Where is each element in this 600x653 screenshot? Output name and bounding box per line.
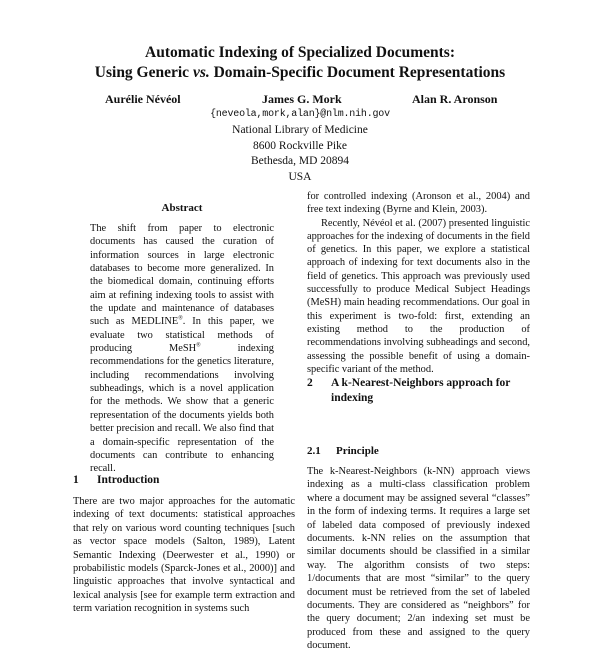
abstract-heading: Abstract bbox=[161, 202, 203, 214]
introduction-text: There are two major approaches for the automatic indexing of text documents: statistical approaches that rely on various word counting techniques [such as vector space models (Salton, 1989), Latent Semantic Indexing (Deerwester et al., 1990) or probabilistic models (Sparck-Jones et al., 2000)] and linguistic approaches that involve syntactical and lexical analysis [see for example term extraction and term variation recognition in systems such bbox=[73, 496, 295, 615]
abstract-text bbox=[90, 222, 274, 476]
paragraph: Recently, Névéol et al. (2007) presented linguistic approaches for the indexing of documents in the field of genetics. In this paper, we explore a statistical approach of indexing for text documents also in the field of genetics. This approach was previously used successfully to produce Medical Subject Headings (MeSH) main heading recommendations. Our goal in this experiment is two-fold: first, extending an existing method to the production of recommendations involving subheadings and second, assessing the possible benefit of using a domain-specific variant of the method. bbox=[307, 217, 530, 375]
author-2: James G. Mork bbox=[262, 92, 342, 106]
author-1: Aurélie Névéol bbox=[105, 92, 181, 106]
affiliation-line: National Library of Medicine bbox=[232, 124, 368, 136]
section-title-line-1: A k-Nearest-Neighbors approach for bbox=[331, 377, 511, 389]
section-heading-introduction bbox=[73, 473, 159, 488]
right-column-text bbox=[307, 190, 530, 376]
subsection-number: 2.1 bbox=[307, 445, 321, 457]
affiliation-line: USA bbox=[288, 170, 312, 183]
section-heading-knn bbox=[307, 376, 510, 406]
registered-mark: ® bbox=[178, 315, 183, 322]
affiliation bbox=[0, 123, 600, 185]
section-number: 2 bbox=[307, 377, 313, 389]
affiliation-line: 8600 Rockville Pike bbox=[253, 139, 347, 152]
title-line-2-part-b: Domain-Specific Document Representations bbox=[209, 64, 506, 81]
abstract-part-c: indexing recommendations for the genetics literature, including recommendations involving subheadings, which is a novel application for the methods. We show that a generic representation of the documents yields both better precision and recall. We also find that a domain-specific representation of the documents can contribute to enhancing recall. bbox=[90, 343, 274, 475]
abstract-part-b: . In this paper, we evaluate two statistical methods of producing MeSH bbox=[90, 316, 274, 355]
paper-title bbox=[0, 43, 600, 83]
section-number: 1 bbox=[73, 474, 79, 486]
title-line-2-part-a: Using Generic bbox=[94, 64, 193, 81]
section-title: Introduction bbox=[97, 474, 160, 486]
subsection-heading-principle bbox=[307, 444, 379, 458]
author-email: {neveola,mork,alan}@nlm.nih.gov bbox=[210, 109, 390, 120]
title-vs: vs. bbox=[192, 64, 210, 81]
subsection-title: Principle bbox=[336, 445, 379, 457]
title-line-2 bbox=[0, 63, 600, 83]
author-3: Alan R. Aronson bbox=[412, 92, 498, 106]
affiliation-line: Bethesda, MD 20894 bbox=[250, 155, 350, 167]
paragraph-continuation: for controlled indexing (Aronson et al., 2004) and free text indexing (Byrne and Klein, 2003). bbox=[307, 191, 530, 216]
title-line-1: Automatic Indexing of Specialized Documents: bbox=[145, 44, 455, 61]
abstract-part-a: The shift from paper to electronic documents has caused the curation of information sources in large electronic databases to become more generalized. In the biomedical domain, continuing efforts aim at refining indexing tools to assist with the update and maintenance of databases such as MEDLINE bbox=[90, 223, 274, 328]
principle-text: The k-Nearest-Neighbors (k-NN) approach views indexing as a multi-class classification problem where a document may be assigned several “classes” in the form of indexing terms. It requires a large set of labeled data composed of previously indexed documents. k-NN relies on the assumption that similar documents should be classified in a similar way. The algorithm consists of two steps: 1/documents that are most “similar” to the query document must be retrieved from the set of labeled documents. They are considered as “neighbors” for the query document; 2/an indexing set must be produced from these and assigned to the query document. bbox=[307, 466, 530, 652]
section-title-line-2: indexing bbox=[331, 392, 374, 404]
registered-mark: ® bbox=[196, 342, 201, 349]
